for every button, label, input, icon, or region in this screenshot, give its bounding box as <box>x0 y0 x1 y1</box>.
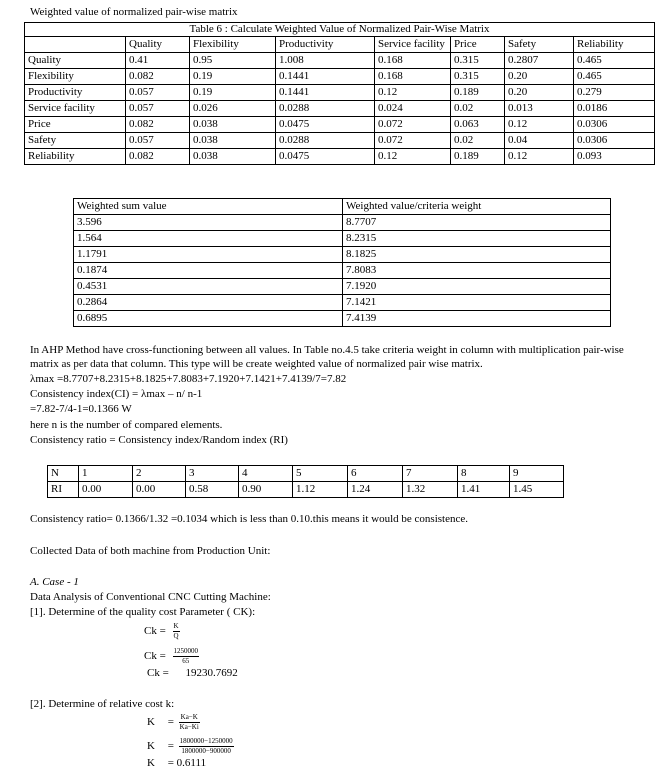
table-cell: 0.1874 <box>74 263 343 279</box>
table-cell: 8.7707 <box>343 215 611 231</box>
table-cell: 0.19 <box>190 69 276 85</box>
table-cell: 5 <box>293 466 348 482</box>
table-cell: 0.1441 <box>276 85 375 101</box>
k-numerator: Ka−K <box>180 713 198 721</box>
table-cell: 0.0288 <box>276 101 375 117</box>
table-cell: 1.32 <box>403 482 458 498</box>
case-heading: A. Case - 1 <box>30 576 79 588</box>
table-cell: 0.038 <box>190 133 276 149</box>
table-cell: 0.1441 <box>276 69 375 85</box>
table-cell: 0.2864 <box>74 295 343 311</box>
table-cell: 0.2807 <box>505 53 574 69</box>
table-cell: 1.564 <box>74 231 343 247</box>
random-index-table <box>47 465 564 498</box>
table-cell: 7.1920 <box>343 279 611 295</box>
table-cell: 0.12 <box>505 117 574 133</box>
table-cell: 0.082 <box>126 117 190 133</box>
table-cell: 0.093 <box>574 149 655 165</box>
table-row <box>74 231 611 247</box>
table-cell: 0.057 <box>126 101 190 117</box>
table-cell: 1.24 <box>348 482 403 498</box>
table-cell: 0.279 <box>574 85 655 101</box>
table-cell: 0.90 <box>239 482 293 498</box>
ck-numerator: K <box>173 622 179 630</box>
ck-value: 19230.7692 <box>185 667 238 679</box>
row-label: Productivity <box>25 85 126 101</box>
row-label: Service facility <box>25 101 126 117</box>
table-cell: 0.00 <box>133 482 186 498</box>
ci-calculation-line: =7.82-7/4-1=0.1366 W <box>30 403 132 415</box>
table-row <box>25 149 655 165</box>
table-cell: 0.0306 <box>574 117 655 133</box>
table-cell: 4 <box>239 466 293 482</box>
ck-numerator: 1250000 <box>173 647 199 655</box>
table-cell: 0.057 <box>126 133 190 149</box>
table-cell: 0.41 <box>126 53 190 69</box>
table-cell: 0.0186 <box>574 101 655 117</box>
table-cell: 0.00 <box>79 482 133 498</box>
header-cell <box>25 37 126 53</box>
table-cell: 7 <box>403 466 458 482</box>
body-paragraph: In AHP Method have cross-functioning between all values. In Table no.4.5 take criteria weight in column with multiplication pair-wise matrix as per data that column. This type will be create weighted value of normalized pair wise matrix. <box>30 344 624 370</box>
table-cell: 1.008 <box>276 53 375 69</box>
table-cell: 0.12 <box>505 149 574 165</box>
lambda-max-line: λmax =8.7707+8.2315+8.1825+7.8083+7.1920+7.1421+7.4139/7=7.82 <box>30 373 347 385</box>
k-substitution <box>147 737 234 756</box>
ck-lhs: Ck = <box>144 625 166 638</box>
table-row <box>48 466 564 482</box>
k-value: = 0.6111 <box>167 757 207 769</box>
table-cell: 8.1825 <box>343 247 611 263</box>
table-cell: 0.0475 <box>276 149 375 165</box>
table-cell: 0.315 <box>451 69 505 85</box>
row-label: Quality <box>25 53 126 69</box>
k-lhs: K <box>147 757 155 769</box>
table-cell: 0.168 <box>375 53 451 69</box>
table-row <box>74 247 611 263</box>
data-analysis-line: Data Analysis of Conventional CNC Cutting Machine: <box>30 591 271 603</box>
header-cell: Safety <box>505 37 574 53</box>
table-cell: 3 <box>186 466 239 482</box>
table-cell: 7.1421 <box>343 295 611 311</box>
table-cell: 0.02 <box>451 133 505 149</box>
header-cell: Quality <box>126 37 190 53</box>
table-cell: 0.20 <box>505 69 574 85</box>
table-row <box>74 311 611 327</box>
k-lhs: K <box>147 716 155 729</box>
k-equals: = <box>167 716 174 729</box>
header-cell: Service facility <box>375 37 451 53</box>
consistency-ratio-definition: Consistency ratio = Consistency index/Random index (RI) <box>30 434 288 446</box>
table-cell: 6 <box>348 466 403 482</box>
table-row <box>74 215 611 231</box>
ck-denominator: 65 <box>182 657 190 665</box>
collected-data-line: Collected Data of both machine from Production Unit: <box>30 545 271 557</box>
table-cell: 2 <box>133 466 186 482</box>
table-row <box>25 133 655 149</box>
ck-result <box>147 667 238 681</box>
n-definition-line: here n is the number of compared elements. <box>30 419 223 431</box>
table-cell: 0.465 <box>574 69 655 85</box>
table-cell: 0.024 <box>375 101 451 117</box>
header-cell: Flexibility <box>190 37 276 53</box>
header-cell: Productivity <box>276 37 375 53</box>
k-formula <box>147 713 200 732</box>
weighted-sum-table <box>73 198 611 327</box>
table-cell: 0.0288 <box>276 133 375 149</box>
row-label: N <box>48 466 79 482</box>
header-cell: Weighted value/criteria weight <box>343 199 611 215</box>
header-cell: Reliability <box>574 37 655 53</box>
table-cell: 1.45 <box>510 482 564 498</box>
table-cell: 0.072 <box>375 117 451 133</box>
table-row <box>25 53 655 69</box>
table-cell: 9 <box>510 466 564 482</box>
table-cell: 0.082 <box>126 149 190 165</box>
table-row <box>25 117 655 133</box>
table-cell: 8.2315 <box>343 231 611 247</box>
table-header-row <box>74 199 611 215</box>
row-label: Safety <box>25 133 126 149</box>
k-denominator: Ka−Ki <box>179 723 199 731</box>
step1-line: [1]. Determine of the quality cost Parameter ( CK): <box>30 606 256 618</box>
table-row <box>25 85 655 101</box>
table-cell: 0.038 <box>190 117 276 133</box>
k-equals: = <box>167 740 174 753</box>
table-row <box>74 263 611 279</box>
table-cell: 0.038 <box>190 149 276 165</box>
weighted-matrix-table <box>24 22 655 165</box>
table-row <box>74 279 611 295</box>
table-cell: 0.58 <box>186 482 239 498</box>
ck-lhs: Ck = <box>147 667 169 679</box>
table-cell: 1.1791 <box>74 247 343 263</box>
table-cell: 0.026 <box>190 101 276 117</box>
table-header-row <box>25 37 655 53</box>
table-cell: 0.04 <box>505 133 574 149</box>
table-cell: 0.063 <box>451 117 505 133</box>
table-cell: 0.082 <box>126 69 190 85</box>
k-lhs: K <box>147 740 155 753</box>
ck-denominator: Q <box>173 632 179 640</box>
section-heading: Weighted value of normalized pair-wise matrix <box>30 6 238 18</box>
table-cell: 1.41 <box>458 482 510 498</box>
table-cell: 0.072 <box>375 133 451 149</box>
ck-substitution <box>144 647 199 666</box>
table-cell: 0.315 <box>451 53 505 69</box>
table-row <box>25 101 655 117</box>
table-cell: 0.12 <box>375 149 451 165</box>
table-cell: 0.4531 <box>74 279 343 295</box>
table-cell: 7.8083 <box>343 263 611 279</box>
table-cell: 3.596 <box>74 215 343 231</box>
row-label: RI <box>48 482 79 498</box>
table-cell: 0.02 <box>451 101 505 117</box>
header-cell: Price <box>451 37 505 53</box>
table-row <box>25 69 655 85</box>
table-cell: 0.057 <box>126 85 190 101</box>
table-cell: 0.19 <box>190 85 276 101</box>
ck-lhs: Ck = <box>144 650 166 663</box>
table-cell: 0.465 <box>574 53 655 69</box>
table-cell: 0.6895 <box>74 311 343 327</box>
table-cell: 1 <box>79 466 133 482</box>
table-cell: 0.0475 <box>276 117 375 133</box>
table-cell: 0.189 <box>451 85 505 101</box>
table-cell: 7.4139 <box>343 311 611 327</box>
table-cell: 0.12 <box>375 85 451 101</box>
table-row <box>74 295 611 311</box>
consistency-index-line: Consistency index(CI) = λmax – n/ n-1 <box>30 388 203 400</box>
table-cell: 0.168 <box>375 69 451 85</box>
table-cell: 0.013 <box>505 101 574 117</box>
k-numerator: 1800000−1250000 <box>179 737 233 745</box>
consistency-ratio-result: Consistency ratio= 0.1366/1.32 =0.1034 which is less than 0.10.this means it would be consistence. <box>30 513 468 525</box>
table-cell: 0.20 <box>505 85 574 101</box>
ck-formula <box>144 622 180 641</box>
step2-line: [2]. Determine of relative cost k: <box>30 698 175 710</box>
k-denominator: 1800000−900000 <box>181 747 231 755</box>
table-cell: 8 <box>458 466 510 482</box>
table-cell: 0.95 <box>190 53 276 69</box>
table-cell: 1.12 <box>293 482 348 498</box>
table-cell: 0.189 <box>451 149 505 165</box>
row-label: Reliability <box>25 149 126 165</box>
row-label: Price <box>25 117 126 133</box>
k-result <box>147 757 206 771</box>
header-cell: Weighted sum value <box>74 199 343 215</box>
row-label: Flexibility <box>25 69 126 85</box>
table-cell: 0.0306 <box>574 133 655 149</box>
table-caption: Table 6 : Calculate Weighted Value of Normalized Pair-Wise Matrix <box>25 23 655 37</box>
table-row <box>48 482 564 498</box>
